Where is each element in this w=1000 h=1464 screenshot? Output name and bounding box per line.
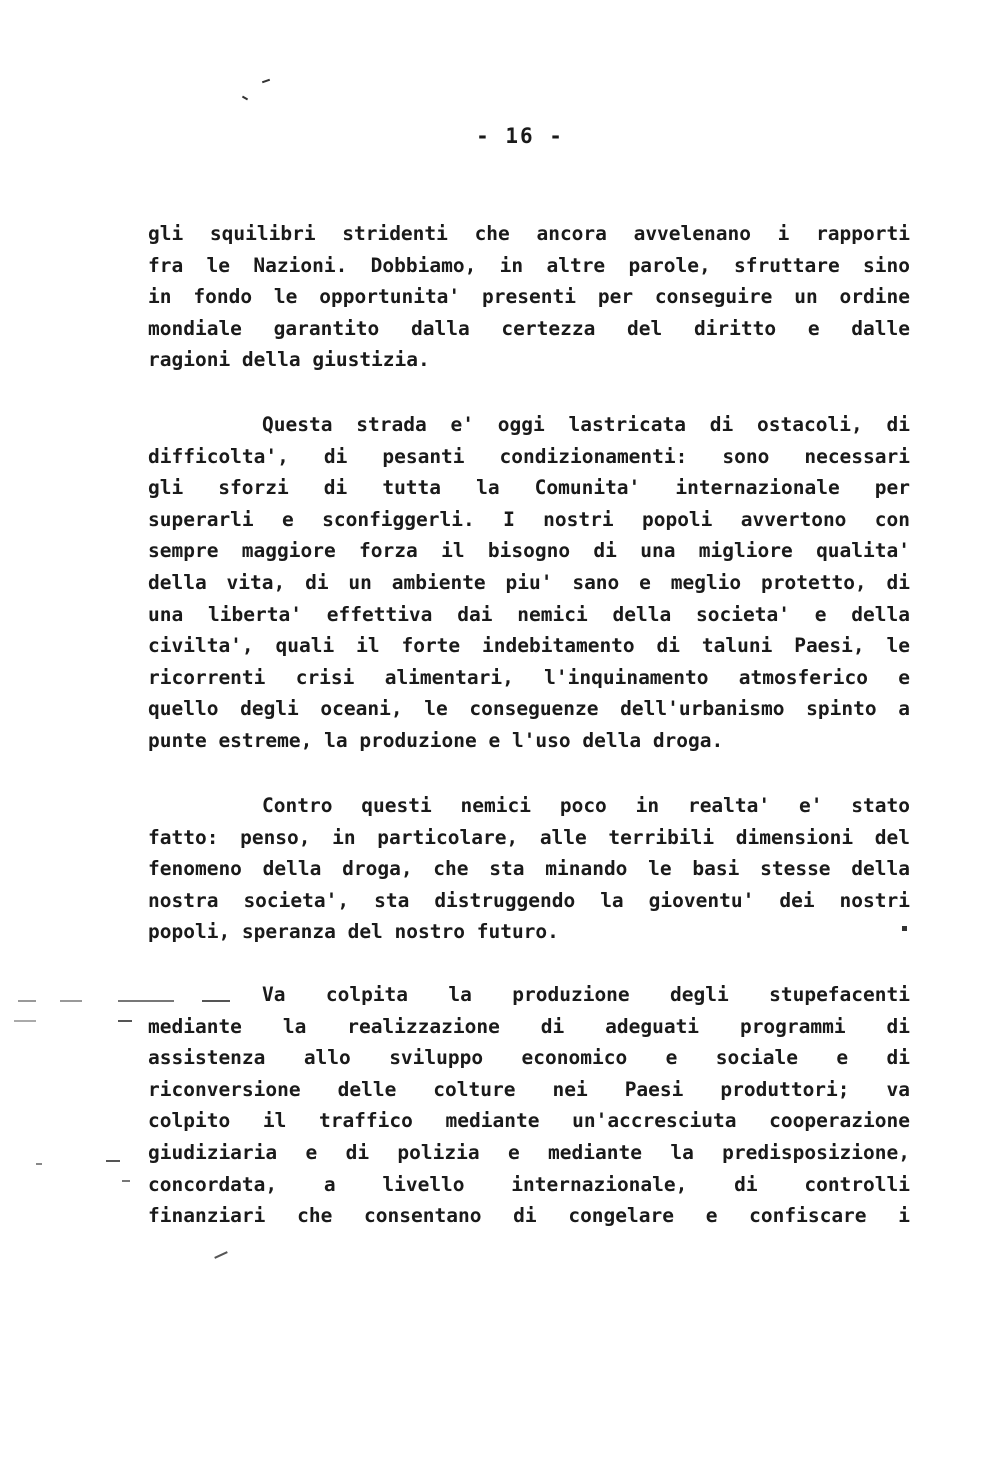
text-line: popoli, speranza del nostro futuro.	[148, 920, 559, 944]
text-line: giudiziaria e di polizia e mediante la predisposizione,	[148, 1140, 910, 1164]
scan-speck	[202, 1000, 230, 1002]
text-line: concordata, a livello internazionale, di controlli	[148, 1172, 910, 1196]
text-line: una liberta' effettiva dai nemici della societa' e della	[148, 602, 910, 626]
paragraph-1	[148, 218, 910, 376]
text-line: Contro questi nemici poco in realta' e' stato	[262, 794, 910, 817]
text-line: punte estreme, la produzione e l'uso della droga.	[148, 728, 724, 752]
scan-speck	[36, 1163, 42, 1165]
text-line: riconversione delle colture nei Paesi produttori; va	[148, 1077, 910, 1101]
text-line: Va colpita la produzione degli stupefacenti	[262, 983, 910, 1006]
scan-speck	[118, 1000, 174, 1002]
text-line: gli sforzi di tutta la Comunita' internazionale per	[148, 476, 910, 500]
text-line: assistenza allo sviluppo economico e sociale e di	[148, 1046, 910, 1070]
text-line: ricorrenti crisi alimentari, l'inquinamento atmosferico e	[148, 665, 910, 689]
text-line: nostra societa', sta distruggendo la gioventu' dei nostri	[148, 888, 910, 912]
text-line: gli squilibri stridenti che ancora avvelenano i rapporti	[148, 222, 910, 245]
scan-speck	[122, 1180, 130, 1182]
text-line: mediante la realizzazione di adeguati programmi di	[148, 1014, 910, 1038]
text-line: superarli e sconfiggerli. I nostri popoli avvertono con	[148, 507, 910, 531]
text-line: della vita, di un ambiente piu' sano e meglio protetto, di	[148, 570, 910, 594]
text-line: colpito il traffico mediante un'accresciuta cooperazione	[148, 1109, 910, 1133]
scan-speck	[118, 1020, 132, 1022]
scan-speck	[262, 79, 270, 84]
text-line: difficolta', di pesanti condizionamenti: sono necessari	[148, 444, 910, 468]
scan-speck	[106, 1160, 120, 1162]
scan-speck	[902, 926, 907, 931]
text-line: sempre maggiore forza il bisogno di una migliore qualita'	[148, 539, 910, 563]
text-line: Questa strada e' oggi lastricata di ostacoli, di	[262, 413, 910, 436]
text-line: ragioni della giustizia.	[148, 348, 430, 372]
scan-speck	[214, 1251, 228, 1259]
scan-speck	[60, 1000, 82, 1002]
text-line: fenomeno della droga, che sta minando le basi stesse della	[148, 857, 910, 881]
paragraph-2	[148, 409, 910, 757]
text-line: quello degli oceani, le conseguenze dell'urbanismo spinto a	[148, 697, 910, 721]
paragraph-3	[148, 790, 910, 948]
text-line: finanziari che consentano di congelare e confiscare i	[148, 1204, 910, 1228]
text-line: fra le Nazioni. Dobbiamo, in altre parole, sfruttare sino	[148, 253, 910, 277]
text-line: fatto: penso, in particolare, alle terribili dimensioni del	[148, 825, 910, 849]
text-line: civilta', quali il forte indebitamento di taluni Paesi, le	[148, 634, 910, 658]
scan-speck	[18, 1000, 36, 1002]
paragraph-4	[148, 979, 910, 1232]
text-line: in fondo le opportunita' presenti per conseguire un ordine	[148, 285, 910, 309]
page-number: - 16 -	[476, 124, 564, 148]
scan-speck	[14, 1020, 36, 1022]
text-line: mondiale garantito dalla certezza del diritto e dalle	[148, 316, 910, 340]
scan-speck	[242, 96, 248, 101]
